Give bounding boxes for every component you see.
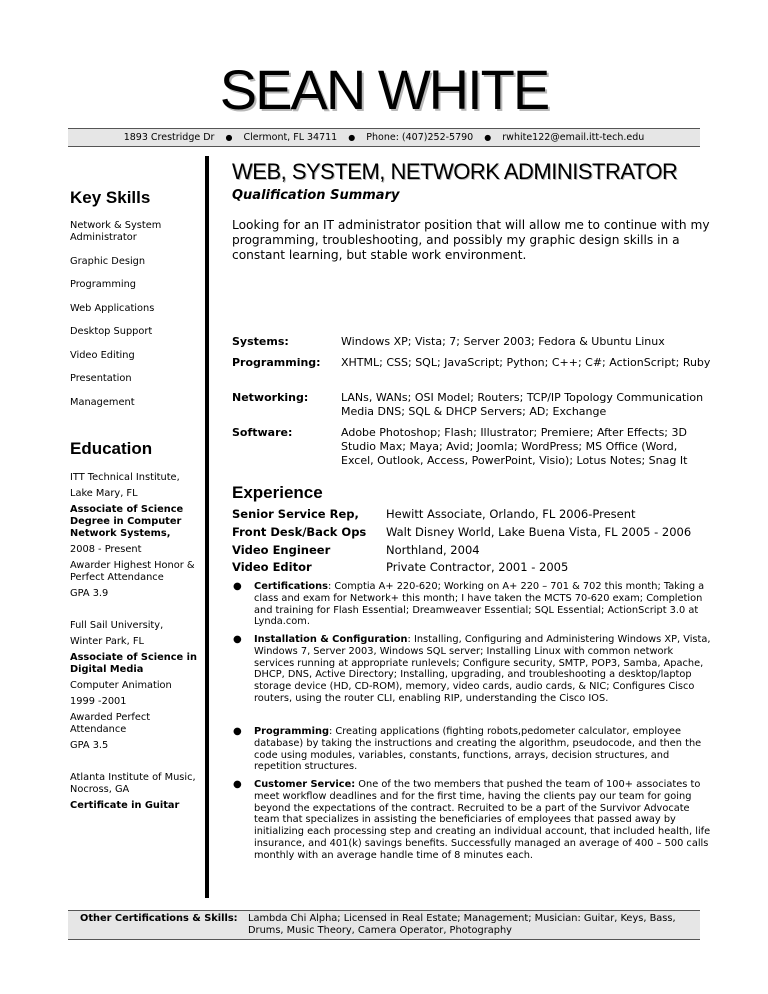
- bullet-text: Comptia A+ 220-620; Working on A+ 220 – 701 & 702 this month; Taking a class and exam for Network+ this month; I have taken the MCTS 70-620 exam; Completion and training for Flash Essential; Dreamweaver Essential; SQL Essential; ActionScript 3.0 at Lynda.com.: [254, 581, 705, 628]
- footer-label: Other Certifications & Skills:: [80, 913, 238, 924]
- job-title: WEB, SYSTEM, NETWORK ADMINISTRATOR: [232, 159, 678, 184]
- vertical-divider: [205, 156, 209, 898]
- education-degree: Associate of Science in: [70, 652, 197, 663]
- job-title-item: Video Engineer: [232, 543, 331, 557]
- education-degree: Associate of Science: [70, 504, 184, 515]
- skills-label-software: Software:: [232, 426, 293, 439]
- contact-bar: [68, 128, 700, 147]
- skills-value-programming: XHTML; CSS; SQL; JavaScript; Python; C++; C#; ActionScript; Ruby: [341, 356, 711, 369]
- education-location: Lake Mary, FL: [70, 488, 138, 499]
- bullet-label: Installation & Configuration: [254, 634, 408, 645]
- job-employer: Private Contractor, 2001 - 2005: [386, 560, 569, 574]
- bullet-icon: ●: [233, 581, 242, 592]
- candidate-name: SEAN WHITE: [219, 58, 549, 121]
- education-dates: 1999 -2001: [70, 696, 127, 707]
- education-award: Attendance: [70, 724, 127, 735]
- skills-value-networking: LANs, WANs; OSI Model; Routers; TCP/IP Topology Communication Media DNS; SQL & DHCP Servers; AD; Exchange: [341, 391, 704, 418]
- education-degree: Degree in Computer: [70, 516, 182, 527]
- bullet-text: Creating applications (fighting robots,pedometer calculator, employee database) by taking the instructions and creating the algorithm, pseudocode, and then the code using modules, variables, constants, functions, arrays, decision structures, and repetition structures.: [254, 726, 702, 773]
- bullet-icon: ●: [233, 779, 242, 790]
- skills-label-programming: Programming:: [232, 356, 321, 369]
- job-title-item: Senior Service Rep,: [232, 507, 359, 521]
- bullet-customer-service: [254, 779, 714, 862]
- bullet-label: Customer Service:: [254, 779, 356, 790]
- qualification-heading: Qualification Summary: [232, 188, 400, 203]
- education-school: ITT Technical Institute,: [70, 472, 180, 483]
- education-school: Atlanta Institute of Music,: [70, 772, 196, 783]
- skill-item: Network & System: [70, 220, 162, 231]
- skill-item: Desktop Support: [70, 326, 153, 337]
- education-school: Full Sail University,: [70, 620, 164, 631]
- skill-item: Video Editing: [70, 350, 135, 361]
- skill-item: Graphic Design: [70, 256, 146, 267]
- education-degree: Digital Media: [70, 664, 144, 675]
- bullet-sep: :: [407, 634, 414, 645]
- bullet-programming: [254, 726, 714, 773]
- email: rwhite122@email.itt-tech.edu: [502, 132, 645, 143]
- education-certificate: Certificate in Guitar: [70, 800, 180, 811]
- job-employer: Walt Disney World, Lake Buena Vista, FL 2005 - 2006: [386, 525, 692, 539]
- separator-dot: ●: [348, 133, 356, 142]
- footer-text: Lambda Chi Alpha; Licensed in Real Estate; Management; Musician: Guitar, Keys, Bass, Drums, Music Theory, Camera Operator, Photography: [248, 913, 676, 936]
- education-dates: 2008 - Present: [70, 544, 142, 555]
- education-award: Perfect Attendance: [70, 572, 164, 583]
- bullet-text: Installing, Configuring and Administering Windows XP, Vista, Windows 7, Server 2003, Windows SQL server; Installing Linux with common network services running at appropriate runlevels; Configure security, SMTP, POP3, Samba, Apache, DHCP, DNS, Active Directory; Installing, upgrading, and troubleshooting a desktop/laptop storage device (HD, CD-ROM), memory, video cards, audio cards, & NIC; Configures Cisco routers, using the router CLI, enabling RIP, understanding the Cisco IOS.: [254, 634, 711, 704]
- city: Clermont, FL 34711: [243, 132, 338, 143]
- bullet-sep: :: [328, 726, 336, 737]
- bullet-icon: ●: [233, 634, 242, 645]
- skill-item: Programming: [70, 279, 137, 290]
- education-gpa: GPA 3.5: [70, 740, 109, 751]
- skill-item: Presentation: [70, 373, 132, 384]
- bullet-icon: ●: [233, 726, 242, 737]
- separator-dot: ●: [225, 133, 233, 142]
- skill-item: Administrator: [70, 232, 137, 243]
- skill-item: Web Applications: [70, 303, 155, 314]
- bullet-label: Programming: [254, 726, 329, 737]
- job-employer: Hewitt Associate, Orlando, FL 2006-Present: [386, 507, 636, 521]
- bullet-installation: [254, 634, 714, 705]
- job-employer: Northland, 2004: [386, 543, 480, 557]
- job-title-item: Front Desk/Back Ops: [232, 525, 367, 539]
- education-award: Awarder Highest Honor &: [70, 560, 195, 571]
- bullet-label: Certifications: [254, 581, 328, 592]
- footer-bar: [68, 910, 700, 940]
- bullet-sep: :: [327, 581, 335, 592]
- education-location: Nocross, GA: [70, 784, 130, 795]
- address: 1893 Crestridge Dr: [123, 132, 215, 143]
- skills-label-systems: Systems:: [232, 335, 289, 348]
- education-award: Awarded Perfect: [70, 712, 151, 723]
- experience-heading: Experience: [232, 483, 323, 502]
- bullet-text: One of the two members that pushed the team of 100+ associates to meet workflow deadlines and for the first time, having the clients pay our team for going beyond the expectations of the contract. Recruited to be a part of the Survivor Advocate team that specializes in assisting the beneficiaries of employees that passed away by initializing each processing step and creating an individual account, that included health, life insurance, and 401(k) savings benefits. Successfully managed an average of 400 – 500 calls monthly with an average handle time of 8 minutes each.: [254, 779, 711, 861]
- job-title-item: Video Editor: [232, 560, 312, 574]
- education-heading: Education: [70, 439, 153, 458]
- objective-text: Looking for an IT administrator position that will allow me to continue with my programming, troubleshooting, and possibly my graphic design skills in a constant learning, but stable work environment.: [232, 218, 710, 262]
- education-location: Winter Park, FL: [70, 636, 144, 647]
- bullet-certifications: [254, 581, 714, 628]
- phone: Phone: (407)252-5790: [366, 132, 474, 143]
- separator-dot: ●: [484, 133, 492, 142]
- skills-value-software: Adobe Photoshop; Flash; Illustrator; Premiere; After Effects; 3D Studio Max; Maya; Avid; Joomla; WordPress; MS Office (Word, Excel, Outlook, Access, PowerPoint, Visio); Lotus Notes; Snag It: [341, 426, 688, 467]
- education-major: Computer Animation: [70, 680, 172, 691]
- key-skills-heading: Key Skills: [70, 188, 151, 207]
- education-gpa: GPA 3.9: [70, 588, 109, 599]
- skills-label-networking: Networking:: [232, 391, 309, 404]
- skill-item: Management: [70, 397, 135, 408]
- skills-value-systems: Windows XP; Vista; 7; Server 2003; Fedora & Ubuntu Linux: [341, 335, 665, 348]
- education-degree: Network Systems,: [70, 528, 171, 539]
